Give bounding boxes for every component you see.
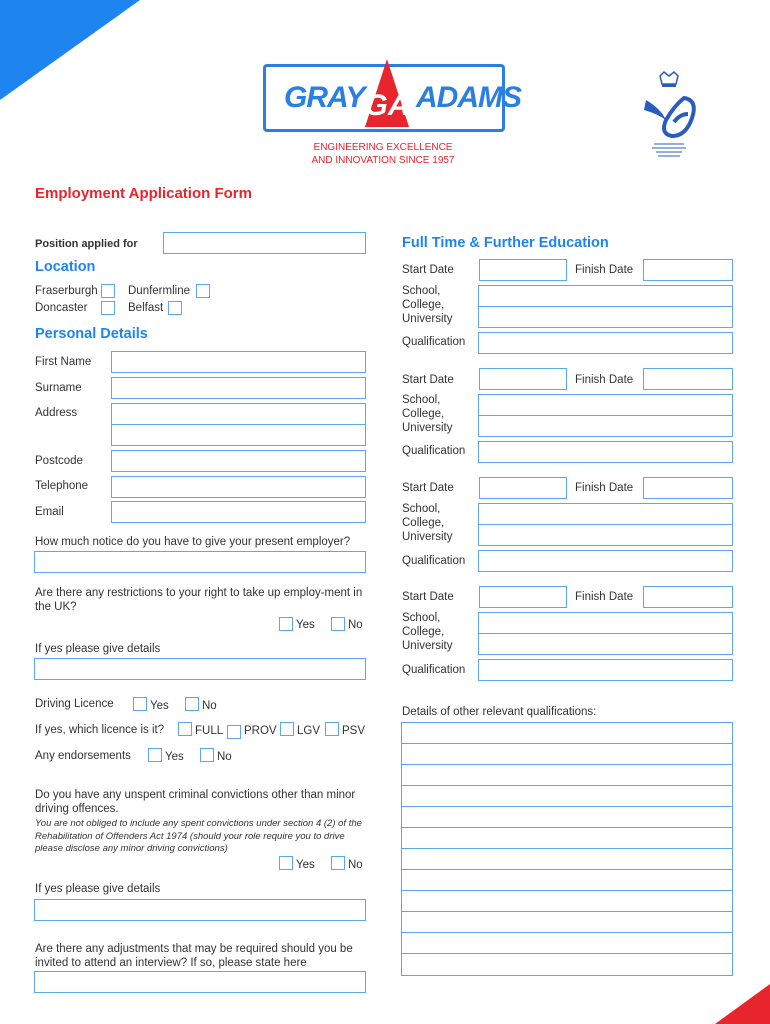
telephone-input[interactable] xyxy=(111,476,366,498)
location-checkbox-doncaster[interactable] xyxy=(101,301,115,315)
corner-decoration-bottom-right xyxy=(715,984,770,1024)
edu4-qualification-label: Qualification xyxy=(402,664,466,676)
tagline xyxy=(283,141,483,167)
logo-text-right: ADAMS xyxy=(416,81,521,114)
notice-question: How much notice do you have to give your present employer? xyxy=(35,536,351,548)
other-qualifications-row[interactable] xyxy=(402,933,732,954)
edu3-finish-input[interactable] xyxy=(643,477,733,499)
restrictions-yes-label: Yes xyxy=(296,619,315,631)
edu2-school-input-line1[interactable] xyxy=(478,394,733,416)
edu1-finish-label: Finish Date xyxy=(575,264,634,276)
location-label-dunfermline: Dunfermline xyxy=(128,285,190,297)
edu3-qualification-label: Qualification xyxy=(402,555,466,567)
licence-prov-checkbox[interactable] xyxy=(227,725,241,739)
location-checkbox-dunfermline[interactable] xyxy=(196,284,210,298)
svg-text:GA: GA xyxy=(364,89,410,122)
edu2-qualification-label: Qualification xyxy=(402,445,466,457)
other-qualifications-row[interactable] xyxy=(402,807,732,828)
edu4-start-label: Start Date xyxy=(402,591,454,603)
other-qualifications-row[interactable] xyxy=(402,870,732,891)
endorsements-no-label: No xyxy=(217,751,232,763)
restrictions-details-input[interactable] xyxy=(34,658,366,680)
tagline-line2: AND INNOVATION SINCE 1957 xyxy=(311,155,455,166)
restrictions-no-label: No xyxy=(348,619,363,631)
endorsements-no-checkbox[interactable] xyxy=(200,748,214,762)
location-heading: Location xyxy=(35,259,96,275)
restrictions-details-label: If yes please give details xyxy=(35,643,161,655)
other-qualifications-row[interactable] xyxy=(402,849,732,870)
edu3-qualification-input[interactable] xyxy=(478,550,733,572)
position-label: Position applied for xyxy=(35,238,138,250)
other-qualifications-row[interactable] xyxy=(402,891,732,912)
licence-no-label: No xyxy=(202,700,217,712)
convictions-details-label: If yes please give details xyxy=(35,883,161,895)
convictions-question: Do you have any unspent criminal convictions other than minor driving offences. xyxy=(35,789,356,815)
edu1-school-input-line2[interactable] xyxy=(478,306,733,328)
licence-yes-checkbox[interactable] xyxy=(133,697,147,711)
edu4-start-input[interactable] xyxy=(479,586,567,608)
edu3-start-input[interactable] xyxy=(479,477,567,499)
licence-prov-label: PROV xyxy=(244,725,277,737)
edu2-start-label: Start Date xyxy=(402,374,454,386)
other-qualifications-row[interactable] xyxy=(402,828,732,849)
edu4-qualification-input[interactable] xyxy=(478,659,733,681)
restrictions-question: Are there any restrictions to your right to take up employ-ment in the UK? xyxy=(35,587,363,613)
form-title: Employment Application Form xyxy=(35,185,252,202)
licence-no-checkbox[interactable] xyxy=(185,697,199,711)
edu1-qualification-input[interactable] xyxy=(478,332,733,354)
licence-full-label: FULL xyxy=(195,725,224,737)
adjustments-input[interactable] xyxy=(34,971,366,993)
location-checkbox-belfast[interactable] xyxy=(168,301,182,315)
licence-psv-checkbox[interactable] xyxy=(325,722,339,736)
position-input[interactable] xyxy=(163,232,366,254)
tagline-line1: ENGINEERING EXCELLENCE xyxy=(313,142,453,153)
postcode-input[interactable] xyxy=(111,450,366,472)
edu3-school-input-line1[interactable] xyxy=(478,503,733,525)
convictions-no-checkbox[interactable] xyxy=(331,856,345,870)
other-qualifications-label: Details of other relevant qualifications: xyxy=(402,706,597,718)
licence-yes-label: Yes xyxy=(150,700,169,712)
logo-text-left: GRAY xyxy=(284,81,365,114)
licence-full-checkbox[interactable] xyxy=(178,722,192,736)
edu2-start-input[interactable] xyxy=(479,368,567,390)
edu3-school-input-line2[interactable] xyxy=(478,524,733,546)
endorsements-yes-checkbox[interactable] xyxy=(148,748,162,762)
address-label: Address xyxy=(35,407,78,419)
email-input[interactable] xyxy=(111,501,366,523)
edu1-finish-input[interactable] xyxy=(643,259,733,281)
other-qualifications-row[interactable] xyxy=(402,765,732,786)
edu1-school-input-line1[interactable] xyxy=(478,285,733,307)
licence-psv-label: PSV xyxy=(342,725,366,737)
other-qualifications-row[interactable] xyxy=(402,954,732,975)
restrictions-no-checkbox[interactable] xyxy=(331,617,345,631)
other-qualifications-row[interactable] xyxy=(402,912,732,933)
corner-decoration-top-left xyxy=(0,0,140,100)
logo-ga-emblem xyxy=(363,57,411,129)
endorsements-yes-label: Yes xyxy=(165,751,184,763)
edu2-school-input-line2[interactable] xyxy=(478,415,733,437)
edu3-start-label: Start Date xyxy=(402,482,454,494)
telephone-label: Telephone xyxy=(35,480,89,492)
licence-lgv-checkbox[interactable] xyxy=(280,722,294,736)
other-qualifications-table[interactable] xyxy=(401,722,733,976)
location-label-doncaster: Doncaster xyxy=(35,302,88,314)
first-name-label: First Name xyxy=(35,356,92,368)
edu4-finish-input[interactable] xyxy=(643,586,733,608)
location-label-belfast: Belfast xyxy=(128,302,164,314)
address-input-line2[interactable] xyxy=(111,424,366,446)
edu1-start-input[interactable] xyxy=(479,259,567,281)
other-qualifications-row[interactable] xyxy=(402,786,732,807)
postcode-label: Postcode xyxy=(35,455,83,467)
edu1-school-label: School, College, University xyxy=(402,285,453,325)
adjustments-question: Are there any adjustments that may be required should you be invited to attend an interview? If so, please state here xyxy=(35,943,353,969)
edu2-school-label: School, College, University xyxy=(402,394,453,434)
other-qualifications-row[interactable] xyxy=(402,723,732,744)
convictions-no-label: No xyxy=(348,859,363,871)
edu4-school-input-line1[interactable] xyxy=(478,612,733,634)
driving-licence-label: Driving Licence xyxy=(35,698,114,710)
edu4-school-label: School, College, University xyxy=(402,612,453,652)
education-heading: Full Time & Further Education xyxy=(402,235,609,251)
edu3-school-label: School, College, University xyxy=(402,503,453,543)
surname-label: Surname xyxy=(35,382,82,394)
edu1-start-label: Start Date xyxy=(402,264,454,276)
email-label: Email xyxy=(35,506,64,518)
edu4-finish-label: Finish Date xyxy=(575,591,634,603)
edu2-finish-input[interactable] xyxy=(643,368,733,390)
convictions-yes-label: Yes xyxy=(296,859,315,871)
licence-lgv-label: LGV xyxy=(297,725,321,737)
edu4-school-input-line2[interactable] xyxy=(478,633,733,655)
queens-award-emblem xyxy=(640,70,698,170)
location-label-fraserburgh: Fraserburgh xyxy=(35,285,98,297)
convictions-yes-checkbox[interactable] xyxy=(279,856,293,870)
notice-input[interactable] xyxy=(34,551,366,573)
address-input-line1[interactable] xyxy=(111,403,366,425)
gray-adams-logo xyxy=(263,64,521,132)
endorsements-label: Any endorsements xyxy=(35,750,131,762)
first-name-input[interactable] xyxy=(111,351,366,373)
surname-input[interactable] xyxy=(111,377,366,399)
convictions-note: You are not obliged to include any spent convictions under section 4 (2) of the Rehabilitation of Offenders Act 1974 (should your role require you to drive please disclose any minor driving convictions) xyxy=(35,818,362,854)
convictions-details-input[interactable] xyxy=(34,899,366,921)
restrictions-yes-checkbox[interactable] xyxy=(279,617,293,631)
other-qualifications-row[interactable] xyxy=(402,744,732,765)
location-checkbox-fraserburgh[interactable] xyxy=(101,284,115,298)
edu3-finish-label: Finish Date xyxy=(575,482,634,494)
edu2-finish-label: Finish Date xyxy=(575,374,634,386)
edu1-qualification-label: Qualification xyxy=(402,336,466,348)
licence-type-question: If yes, which licence is it? xyxy=(35,724,165,736)
edu2-qualification-input[interactable] xyxy=(478,441,733,463)
personal-details-heading: Personal Details xyxy=(35,326,148,342)
